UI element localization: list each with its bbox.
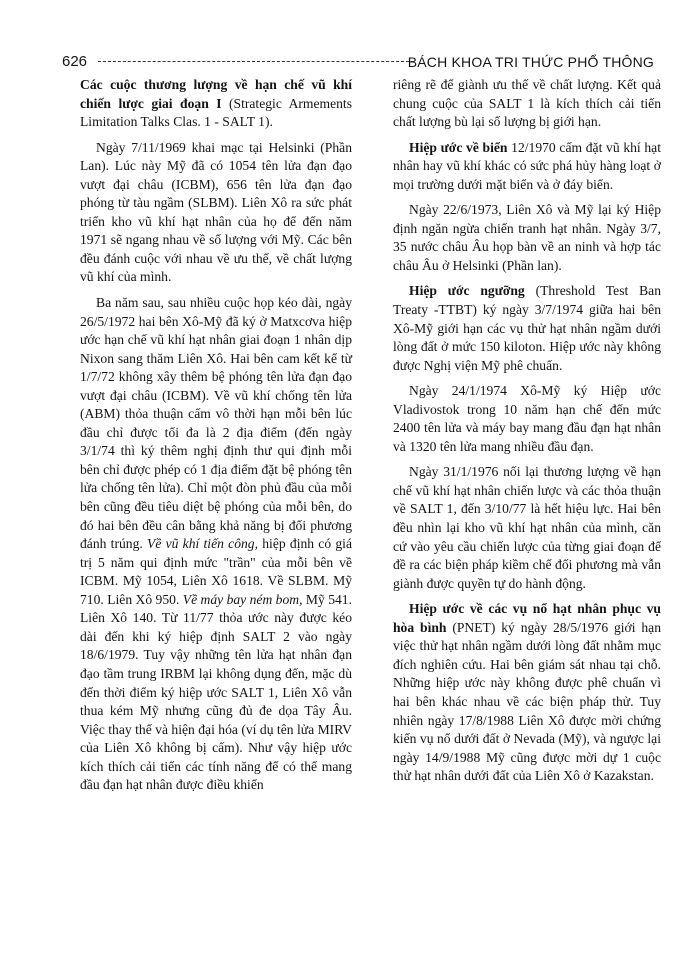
pnet-bold: Hiệp ước về các vụ nổ hạt nhân phục vụ hòa bình <box>393 601 661 635</box>
paragraph-pnet <box>393 600 661 785</box>
moscow-text-a: Ba năm sau, sau nhiều cuộc họp kéo dài, ngày 26/5/1972 hai bên Xô-Mỹ đã ký ở Matxcơva hiệp ước hạn chế vũ khí hạt nhân giai đoạn 1 nhân dịp Nixon sang thăm Liên Xô. Hai bên cam kết kể từ 1/7/72 không xây thêm bệ phóng tên lửa đạn đạo vượt đại châu (ICBM). Về vũ khí chống tên lửa (ABM) thỏa thuận cấm vô thời hạn mỗi bên lúc đầu chỉ được tối đa là 2 địa điểm (đến ngày 3/1/74 thì ký thêm nghị định thư qui định mỗi bên chỉ được phép có 1 địa điểm đặt bệ phóng tên lửa chống tên lửa). Chỉ một đòn phủ đầu của mỗi bên cũng đều tiêu diệt bệ phóng của mỗi bên, do đó hai bên đều cân bằng khả năng bị đối phương đánh trúng. <box>80 295 352 552</box>
paragraph-1976-talks: Ngày 31/1/1976 nối lại thương lượng về hạn chế vũ khí hạt nhân chiến lược và các thỏa thuận về SALT 1, đến 3/10/77 là hết hiệu lực. Hai bên đều nhìn lại kho vũ khí hạt nhân của mình, căn cứ vào yêu cầu chiến lược của từng giai đoạn để đề ra các biện pháp kiềm chế đối phương mà vẫn giành được quyền tự do hành động. <box>393 464 661 591</box>
paragraph-threshold-treaty <box>393 282 661 375</box>
threshold-bold: Hiệp ước ngưỡng <box>409 283 525 299</box>
paragraph-1973-agreement: Ngày 22/6/1973, Liên Xô và Mỹ lại ký Hiệp định ngăn ngừa chiến tranh hạt nhân. Ngày 3/7, 35 nước châu Âu họp bàn về an ninh và hợp tác châu Âu ở Helsinki (Phần lan). <box>393 202 661 273</box>
salt1-heading-rest: (Strategic Armements Limitation Talks Clas. 1 - SALT 1). <box>80 95 352 130</box>
paragraph-seabed-treaty <box>393 139 661 195</box>
pnet-rest: (PNET) ký ngày 28/5/1976 giới hạn việc thử hạt nhân ngầm dưới lòng đất nhằm mục đích nghiên cứu. Hai bên giám sát nhau tại chỗ. Những hiệp ước này không được phê chuẩn vì hai bên khác nhau về các biện pháp thử. Tuy nhiên ngày 17/8/1988 Liên Xô được mời chứng kiến vụ nổ dưới đất ở Nevada (Mỹ), và ngược lại ngày 14/9/1988 Mỹ cũng được mời dự 1 cuộc thử hạt nhân dưới đất của Liên Xô ở Kazakstan. <box>393 619 662 784</box>
left-column <box>80 76 352 802</box>
right-column <box>393 76 661 793</box>
moscow-text-c: Mỹ 541. Liên Xô 140. Từ 11/77 thỏa ước này được kéo dài đến khi ký hiệp định SALT 2 vào ngày 18/6/1979. Tuy vậy những tên lửa hạt nhân đạn đạo tầm trung IRBM lại không dụng đến, mặc dù đến thời điểm ký hiệp ước SALT 1, Liên Xô vẫn thua kém Mỹ nhưng cũng đủ đe dọa Tây Âu. Việc thay thế và hiện đại hóa (ví dụ tên lửa MIRV của Liên Xô không bị cấm). Như vậy hiệp ước kích thích cải tiến các tính năng để có thể mang đầu đạn hạt nhân được điều khiển <box>80 591 352 793</box>
salt1-heading-bold: Các cuộc thương lượng về hạn chế vũ khí chiến lược giai đoạn I <box>80 77 352 111</box>
paragraph-vladivostok: Ngày 24/1/1974 Xô-Mỹ ký Hiệp ước Vladivostok trong 10 năm hạn chế đến mức 2400 tên lửa và máy bay mang đầu đạn hạt nhân và 1320 tên lửa mang nhiều đầu đạn. <box>393 383 661 454</box>
paragraph-salt1-heading <box>80 76 352 132</box>
running-title: BÁCH KHOA TRI THỨC PHỔ THÔNG <box>407 54 654 70</box>
moscow-italic-bombers: Về máy bay ném bom, <box>182 591 303 607</box>
paragraph-moscow-1972 <box>80 294 352 795</box>
paragraph-helsinki-1969: Ngày 7/11/1969 khai mạc tại Helsinki (Phần Lan). Lúc này Mỹ đã có 1054 tên lửa đạn đạo vượt đại châu (ICBM), 656 tên lửa đạn đạo phóng từ tàu ngầm (SLBM). Liên Xô ra sức phát triển kho vũ khí hạt nhân của họ để đến năm 1971 sẽ ngang nhau về số lượng với Mỹ. Các bên đều đánh cuộc với nhau về ưu thế, về chất lượng vũ khí của mình. <box>80 139 352 285</box>
moscow-italic-offensive: Về vũ khí tiến công, <box>147 536 258 552</box>
paragraph-continuation: riêng rẽ để giành ưu thế về chất lượng. Kết quả chung cuộc của SALT 1 là kích thích cải tiến chất lượng bù lại số lượng bị giới hạn. <box>393 77 661 130</box>
seabed-bold: Hiệp ước về biển <box>409 139 508 155</box>
seabed-rest: 12/1970 cấm đặt vũ khí hạt nhân hay vũ khí khác có sức phá hủy hàng loạt ở mọi trường dưới mặt biển và ở đáy biển. <box>393 139 661 192</box>
threshold-rest: (Threshold Test Ban Treaty -TTBT) ký ngày 3/7/1974 giữa hai bên Xô-Mỹ giới hạn các vụ thử hạt nhân ngầm dưới lòng đất ở mức 150 kiloton. Hiệp ước này không được Nghị viện Mỹ phê chuẩn. <box>393 283 661 373</box>
moscow-text-b: hiệp định có giá trị 5 năm qui định mức "trần" của mỗi bên về ICBM. Mỹ 1054, Liên Xô 1618. Về SLBM. Mỹ 710. Liên Xô 950. <box>80 536 352 607</box>
header-rule <box>98 61 414 62</box>
page-number: 626 <box>62 53 88 70</box>
page-header <box>62 52 654 74</box>
